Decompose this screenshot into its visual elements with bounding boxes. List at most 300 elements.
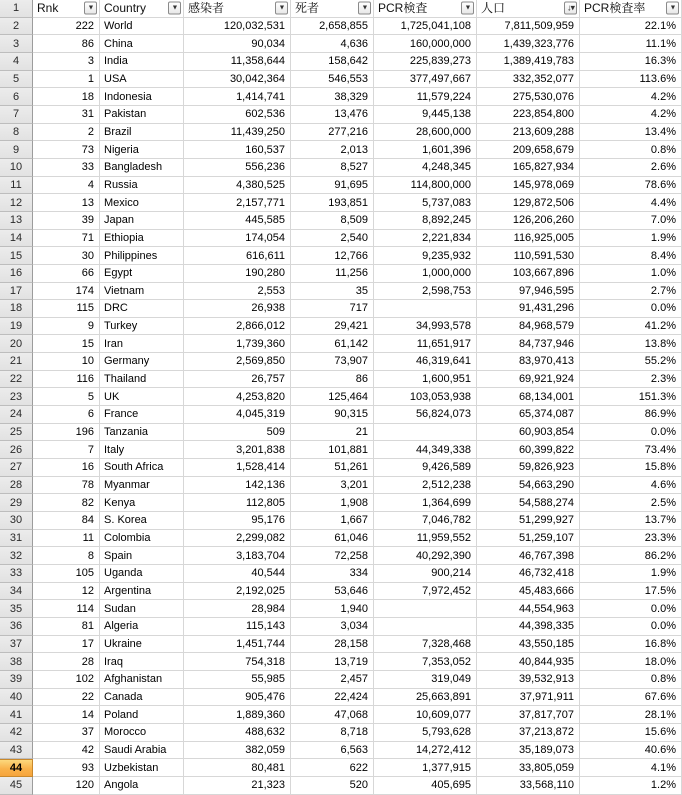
row-number[interactable]: 23 [0, 388, 33, 406]
cell-infected[interactable]: 2,866,012 [184, 318, 291, 336]
column-header-deaths[interactable] [291, 0, 374, 18]
cell-pcr-tests[interactable]: 7,046,782 [374, 512, 477, 530]
cell-pcr-test-rate[interactable]: 86.9% [580, 406, 682, 424]
cell-pcr-tests[interactable]: 1,600,951 [374, 371, 477, 389]
cell-population[interactable]: 60,903,854 [477, 424, 580, 442]
cell-pcr-test-rate[interactable]: 78.6% [580, 177, 682, 195]
cell-infected[interactable]: 28,984 [184, 600, 291, 618]
cell-pcr-tests[interactable]: 5,737,083 [374, 194, 477, 212]
cell-pcr-test-rate[interactable]: 55.2% [580, 353, 682, 371]
cell-country[interactable]: Canada [100, 689, 184, 707]
cell-deaths[interactable]: 73,907 [291, 353, 374, 371]
cell-population[interactable]: 103,667,896 [477, 265, 580, 283]
cell-pcr-tests[interactable]: 11,651,917 [374, 335, 477, 353]
cell-deaths[interactable]: 717 [291, 300, 374, 318]
cell-population[interactable]: 40,844,935 [477, 653, 580, 671]
cell-country[interactable]: Bangladesh [100, 159, 184, 177]
row-number[interactable]: 19 [0, 318, 33, 336]
cell-country[interactable]: Germany [100, 353, 184, 371]
cell-population[interactable]: 54,588,274 [477, 494, 580, 512]
cell-infected[interactable]: 160,537 [184, 141, 291, 159]
cell-country[interactable]: Russia [100, 177, 184, 195]
cell-population[interactable]: 37,213,872 [477, 724, 580, 742]
cell-pcr-test-rate[interactable]: 1.9% [580, 565, 682, 583]
cell-rnk[interactable]: 28 [33, 653, 100, 671]
row-number[interactable]: 31 [0, 530, 33, 548]
cell-infected[interactable]: 1,414,741 [184, 88, 291, 106]
cell-infected[interactable]: 3,201,838 [184, 441, 291, 459]
cell-rnk[interactable]: 115 [33, 300, 100, 318]
cell-country[interactable]: Japan [100, 212, 184, 230]
row-number[interactable]: 38 [0, 653, 33, 671]
row-number[interactable]: 3 [0, 35, 33, 53]
filter-dropdown-icon[interactable]: ▼ [358, 2, 371, 15]
cell-population[interactable]: 37,971,911 [477, 689, 580, 707]
cell-deaths[interactable]: 21 [291, 424, 374, 442]
cell-country[interactable]: USA [100, 71, 184, 89]
filter-dropdown-icon[interactable]: ▼ [666, 2, 679, 15]
cell-population[interactable]: 60,399,822 [477, 441, 580, 459]
cell-pcr-tests[interactable]: 1,377,915 [374, 759, 477, 777]
cell-rnk[interactable]: 102 [33, 671, 100, 689]
cell-infected[interactable]: 616,611 [184, 247, 291, 265]
cell-country[interactable]: Italy [100, 441, 184, 459]
cell-deaths[interactable]: 6,563 [291, 742, 374, 760]
row-number[interactable]: 43 [0, 742, 33, 760]
cell-infected[interactable]: 80,481 [184, 759, 291, 777]
cell-pcr-test-rate[interactable]: 23.3% [580, 530, 682, 548]
cell-pcr-test-rate[interactable]: 2.5% [580, 494, 682, 512]
cell-country[interactable]: India [100, 53, 184, 71]
cell-deaths[interactable]: 3,201 [291, 477, 374, 495]
cell-infected[interactable]: 55,985 [184, 671, 291, 689]
cell-population[interactable]: 84,968,579 [477, 318, 580, 336]
cell-rnk[interactable]: 73 [33, 141, 100, 159]
cell-population[interactable]: 126,206,260 [477, 212, 580, 230]
cell-pcr-test-rate[interactable]: 2.7% [580, 283, 682, 301]
cell-infected[interactable]: 2,553 [184, 283, 291, 301]
row-number[interactable]: 29 [0, 494, 33, 512]
cell-deaths[interactable]: 546,553 [291, 71, 374, 89]
cell-pcr-tests[interactable]: 1,364,699 [374, 494, 477, 512]
cell-population[interactable]: 145,978,069 [477, 177, 580, 195]
row-number[interactable]: 21 [0, 353, 33, 371]
cell-rnk[interactable]: 78 [33, 477, 100, 495]
row-number[interactable]: 28 [0, 477, 33, 495]
cell-deaths[interactable]: 51,261 [291, 459, 374, 477]
cell-pcr-test-rate[interactable]: 8.4% [580, 247, 682, 265]
cell-pcr-test-rate[interactable]: 4.2% [580, 88, 682, 106]
cell-deaths[interactable]: 12,766 [291, 247, 374, 265]
cell-country[interactable]: Pakistan [100, 106, 184, 124]
cell-country[interactable]: Philippines [100, 247, 184, 265]
cell-population[interactable]: 110,591,530 [477, 247, 580, 265]
row-number[interactable]: 8 [0, 124, 33, 142]
cell-population[interactable]: 45,483,666 [477, 583, 580, 601]
cell-rnk[interactable]: 16 [33, 459, 100, 477]
cell-pcr-tests[interactable]: 56,824,073 [374, 406, 477, 424]
cell-pcr-test-rate[interactable]: 0.0% [580, 600, 682, 618]
cell-deaths[interactable]: 2,658,855 [291, 18, 374, 36]
cell-infected[interactable]: 509 [184, 424, 291, 442]
cell-pcr-test-rate[interactable]: 4.4% [580, 194, 682, 212]
cell-deaths[interactable]: 277,216 [291, 124, 374, 142]
row-number[interactable]: 20 [0, 335, 33, 353]
filter-sorted-descending-icon[interactable]: ↓▾ [564, 2, 577, 15]
cell-country[interactable]: Mexico [100, 194, 184, 212]
cell-population[interactable]: 209,658,679 [477, 141, 580, 159]
cell-pcr-tests[interactable]: 4,248,345 [374, 159, 477, 177]
cell-rnk[interactable]: 8 [33, 547, 100, 565]
cell-pcr-test-rate[interactable]: 0.0% [580, 424, 682, 442]
cell-rnk[interactable]: 120 [33, 777, 100, 795]
cell-pcr-test-rate[interactable]: 0.0% [580, 300, 682, 318]
cell-pcr-test-rate[interactable]: 86.2% [580, 547, 682, 565]
cell-country[interactable]: Ukraine [100, 636, 184, 654]
cell-pcr-tests[interactable] [374, 600, 477, 618]
cell-pcr-tests[interactable]: 405,695 [374, 777, 477, 795]
cell-rnk[interactable]: 9 [33, 318, 100, 336]
cell-population[interactable]: 97,946,595 [477, 283, 580, 301]
cell-population[interactable]: 332,352,077 [477, 71, 580, 89]
cell-rnk[interactable]: 81 [33, 618, 100, 636]
cell-deaths[interactable]: 101,881 [291, 441, 374, 459]
cell-infected[interactable]: 26,938 [184, 300, 291, 318]
cell-population[interactable]: 275,530,076 [477, 88, 580, 106]
row-number[interactable]: 32 [0, 547, 33, 565]
cell-pcr-test-rate[interactable]: 2.3% [580, 371, 682, 389]
cell-deaths[interactable]: 28,158 [291, 636, 374, 654]
cell-infected[interactable]: 142,136 [184, 477, 291, 495]
cell-population[interactable]: 51,259,107 [477, 530, 580, 548]
cell-pcr-tests[interactable]: 25,663,891 [374, 689, 477, 707]
cell-pcr-tests[interactable]: 9,235,932 [374, 247, 477, 265]
cell-rnk[interactable]: 11 [33, 530, 100, 548]
row-number-header[interactable]: 1 [0, 0, 33, 18]
cell-rnk[interactable]: 174 [33, 283, 100, 301]
cell-country[interactable]: China [100, 35, 184, 53]
cell-deaths[interactable]: 2,540 [291, 230, 374, 248]
cell-pcr-tests[interactable] [374, 300, 477, 318]
cell-population[interactable]: 7,811,509,959 [477, 18, 580, 36]
cell-rnk[interactable]: 12 [33, 583, 100, 601]
cell-pcr-test-rate[interactable]: 17.5% [580, 583, 682, 601]
cell-rnk[interactable]: 39 [33, 212, 100, 230]
cell-country[interactable]: World [100, 18, 184, 36]
cell-pcr-test-rate[interactable]: 15.8% [580, 459, 682, 477]
cell-infected[interactable]: 174,054 [184, 230, 291, 248]
cell-rnk[interactable]: 33 [33, 159, 100, 177]
cell-pcr-test-rate[interactable]: 13.8% [580, 335, 682, 353]
cell-pcr-test-rate[interactable]: 13.4% [580, 124, 682, 142]
cell-infected[interactable]: 120,032,531 [184, 18, 291, 36]
row-number[interactable]: 26 [0, 441, 33, 459]
cell-infected[interactable]: 30,042,364 [184, 71, 291, 89]
cell-country[interactable]: South Africa [100, 459, 184, 477]
cell-rnk[interactable]: 71 [33, 230, 100, 248]
cell-rnk[interactable]: 10 [33, 353, 100, 371]
cell-infected[interactable]: 1,528,414 [184, 459, 291, 477]
cell-pcr-test-rate[interactable]: 1.0% [580, 265, 682, 283]
row-number[interactable]: 25 [0, 424, 33, 442]
cell-population[interactable]: 116,925,005 [477, 230, 580, 248]
cell-rnk[interactable]: 7 [33, 441, 100, 459]
cell-rnk[interactable]: 6 [33, 406, 100, 424]
cell-deaths[interactable]: 622 [291, 759, 374, 777]
cell-pcr-test-rate[interactable]: 16.3% [580, 53, 682, 71]
column-header-rnk[interactable] [33, 0, 100, 18]
cell-country[interactable]: Uganda [100, 565, 184, 583]
cell-deaths[interactable]: 1,667 [291, 512, 374, 530]
cell-rnk[interactable]: 105 [33, 565, 100, 583]
row-number[interactable]: 36 [0, 618, 33, 636]
row-number[interactable]: 44 [0, 759, 33, 777]
cell-rnk[interactable]: 4 [33, 177, 100, 195]
cell-country[interactable]: S. Korea [100, 512, 184, 530]
cell-deaths[interactable]: 3,034 [291, 618, 374, 636]
cell-pcr-tests[interactable]: 225,839,273 [374, 53, 477, 71]
cell-pcr-tests[interactable]: 114,800,000 [374, 177, 477, 195]
row-number[interactable]: 15 [0, 247, 33, 265]
cell-population[interactable]: 37,817,707 [477, 706, 580, 724]
cell-population[interactable]: 54,663,290 [477, 477, 580, 495]
cell-rnk[interactable]: 30 [33, 247, 100, 265]
cell-infected[interactable]: 40,544 [184, 565, 291, 583]
cell-country[interactable]: Turkey [100, 318, 184, 336]
cell-pcr-tests[interactable]: 11,579,224 [374, 88, 477, 106]
cell-infected[interactable]: 4,380,525 [184, 177, 291, 195]
row-number[interactable]: 40 [0, 689, 33, 707]
cell-country[interactable]: Morocco [100, 724, 184, 742]
cell-country[interactable]: Poland [100, 706, 184, 724]
cell-infected[interactable]: 4,253,820 [184, 388, 291, 406]
cell-deaths[interactable]: 8,718 [291, 724, 374, 742]
cell-pcr-test-rate[interactable]: 1.9% [580, 230, 682, 248]
row-number[interactable]: 16 [0, 265, 33, 283]
cell-infected[interactable]: 445,585 [184, 212, 291, 230]
cell-infected[interactable]: 2,192,025 [184, 583, 291, 601]
row-number[interactable]: 4 [0, 53, 33, 71]
cell-pcr-test-rate[interactable]: 0.8% [580, 141, 682, 159]
cell-population[interactable]: 44,398,335 [477, 618, 580, 636]
row-number[interactable]: 13 [0, 212, 33, 230]
cell-country[interactable]: Angola [100, 777, 184, 795]
row-number[interactable]: 37 [0, 636, 33, 654]
cell-deaths[interactable]: 8,509 [291, 212, 374, 230]
cell-pcr-test-rate[interactable]: 1.2% [580, 777, 682, 795]
cell-population[interactable]: 44,554,963 [477, 600, 580, 618]
cell-pcr-tests[interactable]: 2,221,834 [374, 230, 477, 248]
cell-population[interactable]: 33,805,059 [477, 759, 580, 777]
cell-population[interactable]: 33,568,110 [477, 777, 580, 795]
cell-deaths[interactable]: 11,256 [291, 265, 374, 283]
row-number[interactable]: 24 [0, 406, 33, 424]
column-header-infected[interactable] [184, 0, 291, 18]
cell-pcr-test-rate[interactable]: 4.2% [580, 106, 682, 124]
column-header-rate[interactable] [580, 0, 682, 18]
cell-country[interactable]: Argentina [100, 583, 184, 601]
cell-country[interactable]: Brazil [100, 124, 184, 142]
cell-pcr-tests[interactable]: 7,972,452 [374, 583, 477, 601]
cell-deaths[interactable]: 86 [291, 371, 374, 389]
cell-rnk[interactable]: 22 [33, 689, 100, 707]
cell-pcr-test-rate[interactable]: 73.4% [580, 441, 682, 459]
cell-pcr-test-rate[interactable]: 40.6% [580, 742, 682, 760]
cell-pcr-test-rate[interactable]: 15.6% [580, 724, 682, 742]
row-number[interactable]: 5 [0, 71, 33, 89]
cell-infected[interactable]: 95,176 [184, 512, 291, 530]
cell-deaths[interactable]: 29,421 [291, 318, 374, 336]
cell-deaths[interactable]: 520 [291, 777, 374, 795]
cell-population[interactable]: 59,826,923 [477, 459, 580, 477]
cell-deaths[interactable]: 53,646 [291, 583, 374, 601]
row-number[interactable]: 45 [0, 777, 33, 795]
row-number[interactable]: 41 [0, 706, 33, 724]
row-number[interactable]: 39 [0, 671, 33, 689]
cell-rnk[interactable]: 31 [33, 106, 100, 124]
cell-pcr-tests[interactable]: 5,793,628 [374, 724, 477, 742]
row-number[interactable]: 17 [0, 283, 33, 301]
cell-pcr-test-rate[interactable]: 16.8% [580, 636, 682, 654]
row-number[interactable]: 10 [0, 159, 33, 177]
cell-country[interactable]: Thailand [100, 371, 184, 389]
cell-infected[interactable]: 556,236 [184, 159, 291, 177]
cell-country[interactable]: Ethiopia [100, 230, 184, 248]
cell-deaths[interactable]: 158,642 [291, 53, 374, 71]
cell-deaths[interactable]: 38,329 [291, 88, 374, 106]
cell-infected[interactable]: 4,045,319 [184, 406, 291, 424]
cell-pcr-test-rate[interactable]: 4.1% [580, 759, 682, 777]
row-number[interactable]: 22 [0, 371, 33, 389]
column-header-country[interactable] [100, 0, 184, 18]
cell-rnk[interactable]: 116 [33, 371, 100, 389]
cell-pcr-test-rate[interactable]: 0.0% [580, 618, 682, 636]
row-number[interactable]: 11 [0, 177, 33, 195]
row-number[interactable]: 35 [0, 600, 33, 618]
cell-pcr-tests[interactable]: 28,600,000 [374, 124, 477, 142]
cell-deaths[interactable]: 2,013 [291, 141, 374, 159]
row-number[interactable]: 27 [0, 459, 33, 477]
cell-infected[interactable]: 1,451,744 [184, 636, 291, 654]
cell-pcr-tests[interactable]: 319,049 [374, 671, 477, 689]
cell-country[interactable]: Saudi Arabia [100, 742, 184, 760]
cell-pcr-tests[interactable]: 377,497,667 [374, 71, 477, 89]
cell-deaths[interactable]: 8,527 [291, 159, 374, 177]
cell-pcr-test-rate[interactable]: 41.2% [580, 318, 682, 336]
cell-pcr-test-rate[interactable]: 11.1% [580, 35, 682, 53]
cell-population[interactable]: 39,532,913 [477, 671, 580, 689]
cell-population[interactable]: 46,732,418 [477, 565, 580, 583]
cell-pcr-test-rate[interactable]: 4.6% [580, 477, 682, 495]
row-number[interactable]: 42 [0, 724, 33, 742]
cell-pcr-test-rate[interactable]: 7.0% [580, 212, 682, 230]
cell-rnk[interactable]: 3 [33, 53, 100, 71]
cell-country[interactable]: Spain [100, 547, 184, 565]
cell-deaths[interactable]: 35 [291, 283, 374, 301]
cell-pcr-tests[interactable]: 46,319,641 [374, 353, 477, 371]
cell-infected[interactable]: 602,536 [184, 106, 291, 124]
cell-deaths[interactable]: 72,258 [291, 547, 374, 565]
cell-pcr-tests[interactable]: 40,292,390 [374, 547, 477, 565]
cell-pcr-tests[interactable]: 1,725,041,108 [374, 18, 477, 36]
cell-population[interactable]: 213,609,288 [477, 124, 580, 142]
cell-country[interactable]: Nigeria [100, 141, 184, 159]
cell-rnk[interactable]: 2 [33, 124, 100, 142]
row-number[interactable]: 2 [0, 18, 33, 36]
cell-country[interactable]: Iran [100, 335, 184, 353]
cell-infected[interactable]: 1,739,360 [184, 335, 291, 353]
cell-country[interactable]: Tanzania [100, 424, 184, 442]
cell-pcr-tests[interactable]: 34,993,578 [374, 318, 477, 336]
cell-deaths[interactable]: 1,940 [291, 600, 374, 618]
cell-deaths[interactable]: 13,719 [291, 653, 374, 671]
row-number[interactable]: 18 [0, 300, 33, 318]
row-number[interactable]: 6 [0, 88, 33, 106]
cell-pcr-tests[interactable]: 44,349,338 [374, 441, 477, 459]
cell-country[interactable]: UK [100, 388, 184, 406]
cell-infected[interactable]: 115,143 [184, 618, 291, 636]
cell-infected[interactable]: 905,476 [184, 689, 291, 707]
cell-pcr-tests[interactable]: 1,000,000 [374, 265, 477, 283]
cell-infected[interactable]: 26,757 [184, 371, 291, 389]
cell-pcr-test-rate[interactable]: 28.1% [580, 706, 682, 724]
cell-population[interactable]: 1,389,419,783 [477, 53, 580, 71]
cell-pcr-tests[interactable]: 103,053,938 [374, 388, 477, 406]
cell-pcr-tests[interactable]: 14,272,412 [374, 742, 477, 760]
cell-rnk[interactable]: 14 [33, 706, 100, 724]
cell-pcr-tests[interactable]: 2,512,238 [374, 477, 477, 495]
cell-rnk[interactable]: 84 [33, 512, 100, 530]
cell-pcr-test-rate[interactable]: 13.7% [580, 512, 682, 530]
cell-population[interactable]: 35,189,073 [477, 742, 580, 760]
cell-population[interactable]: 43,550,185 [477, 636, 580, 654]
cell-pcr-test-rate[interactable]: 113.6% [580, 71, 682, 89]
filter-dropdown-icon[interactable]: ▼ [84, 2, 97, 15]
cell-rnk[interactable]: 86 [33, 35, 100, 53]
cell-pcr-tests[interactable] [374, 424, 477, 442]
cell-deaths[interactable]: 1,908 [291, 494, 374, 512]
cell-rnk[interactable]: 114 [33, 600, 100, 618]
cell-country[interactable]: France [100, 406, 184, 424]
cell-infected[interactable]: 754,318 [184, 653, 291, 671]
cell-rnk[interactable]: 5 [33, 388, 100, 406]
row-number[interactable]: 12 [0, 194, 33, 212]
filter-dropdown-icon[interactable]: ▼ [275, 2, 288, 15]
cell-pcr-test-rate[interactable]: 18.0% [580, 653, 682, 671]
row-number[interactable]: 34 [0, 583, 33, 601]
cell-infected[interactable]: 2,569,850 [184, 353, 291, 371]
cell-deaths[interactable]: 61,142 [291, 335, 374, 353]
cell-pcr-tests[interactable]: 10,609,077 [374, 706, 477, 724]
cell-country[interactable]: Iraq [100, 653, 184, 671]
cell-pcr-tests[interactable]: 2,598,753 [374, 283, 477, 301]
cell-country[interactable]: Uzbekistan [100, 759, 184, 777]
cell-deaths[interactable]: 2,457 [291, 671, 374, 689]
cell-infected[interactable]: 112,805 [184, 494, 291, 512]
cell-pcr-tests[interactable]: 900,214 [374, 565, 477, 583]
cell-deaths[interactable]: 90,315 [291, 406, 374, 424]
cell-population[interactable]: 51,299,927 [477, 512, 580, 530]
cell-deaths[interactable]: 47,068 [291, 706, 374, 724]
cell-pcr-tests[interactable]: 11,959,552 [374, 530, 477, 548]
cell-population[interactable]: 91,431,296 [477, 300, 580, 318]
cell-deaths[interactable]: 61,046 [291, 530, 374, 548]
row-number[interactable]: 14 [0, 230, 33, 248]
cell-population[interactable]: 83,970,413 [477, 353, 580, 371]
cell-pcr-tests[interactable]: 8,892,245 [374, 212, 477, 230]
filter-dropdown-icon[interactable]: ▼ [168, 2, 181, 15]
cell-pcr-tests[interactable] [374, 618, 477, 636]
